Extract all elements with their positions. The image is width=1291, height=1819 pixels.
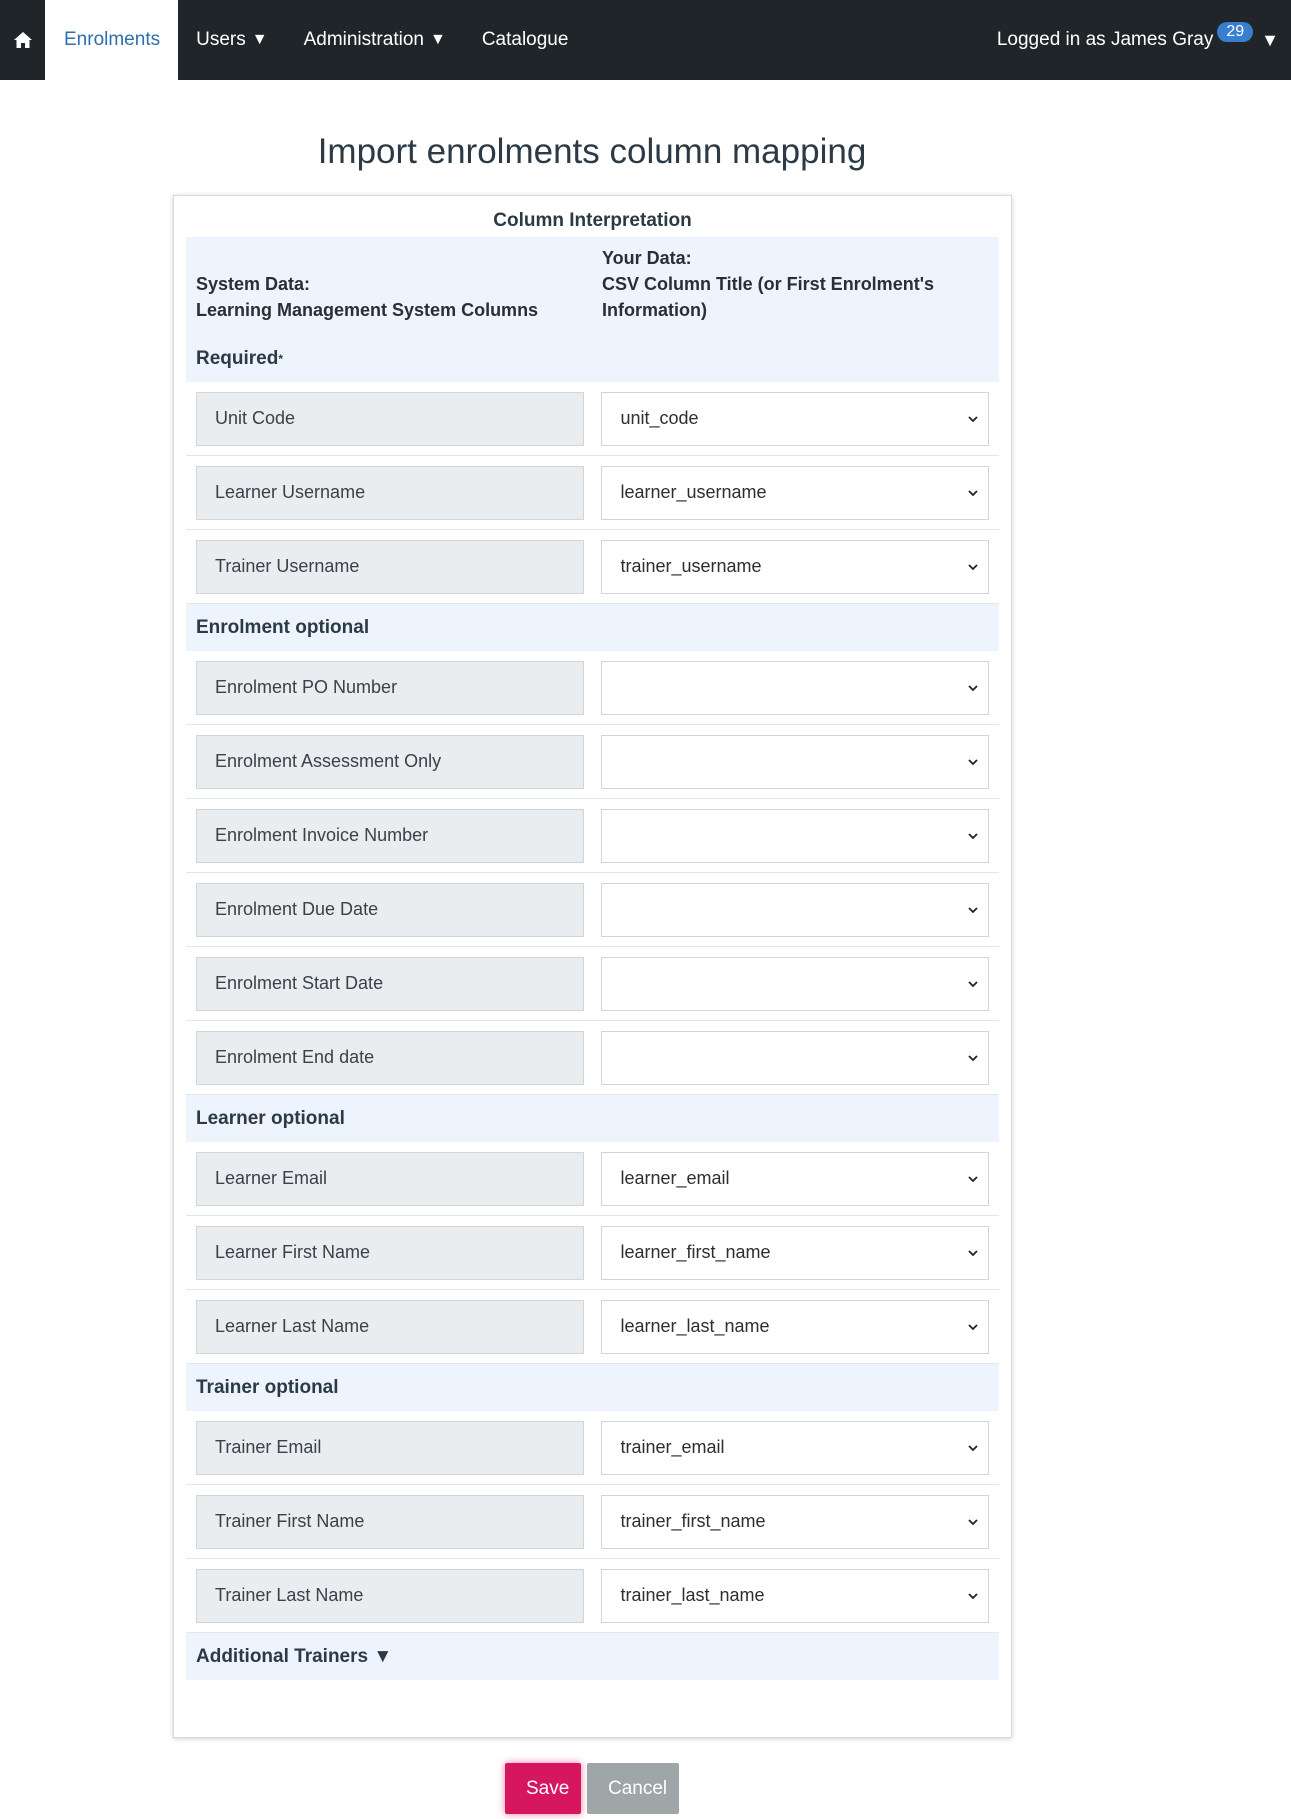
chevron-down-icon xyxy=(966,903,980,917)
system-column-field: Enrolment PO Number xyxy=(196,661,584,715)
chevron-down-icon xyxy=(966,486,980,500)
select-value: unit_code xyxy=(620,408,699,428)
csv-column-select[interactable] xyxy=(601,1300,989,1354)
select-value: learner_first_name xyxy=(620,1242,771,1262)
card-title: Column Interpretation xyxy=(493,210,692,231)
chevron-down-icon xyxy=(966,1172,980,1186)
home-icon xyxy=(13,31,33,49)
section-header xyxy=(186,335,999,382)
nav-item-catalogue[interactable] xyxy=(464,0,587,80)
system-column-field: Trainer Username xyxy=(196,540,584,594)
select-value: trainer_email xyxy=(620,1437,725,1457)
csv-column-select[interactable] xyxy=(601,735,989,789)
chevron-down-icon xyxy=(966,1051,980,1065)
column-mapping-card xyxy=(173,195,1012,1738)
select-value: trainer_last_name xyxy=(620,1585,765,1605)
table-header xyxy=(186,237,999,335)
chevron-down-icon xyxy=(966,977,980,991)
system-column-field: Enrolment Assessment Only xyxy=(196,735,584,789)
system-column-field: Learner Email xyxy=(196,1152,584,1206)
select-value: trainer_username xyxy=(620,556,762,576)
system-column-field: Trainer Email xyxy=(196,1421,584,1475)
nav-item-label: Enrolments xyxy=(64,29,161,50)
additional-trainers-label: Additional Trainers ▼ xyxy=(196,1645,393,1667)
chevron-down-icon xyxy=(966,1320,980,1334)
system-column-field: Learner First Name xyxy=(196,1226,584,1280)
notification-badge[interactable]: 29 xyxy=(1217,22,1253,42)
select-value: learner_email xyxy=(620,1168,730,1188)
cancel-button[interactable]: Cancel xyxy=(587,1763,679,1814)
chevron-down-icon xyxy=(966,681,980,695)
table-row xyxy=(186,873,999,947)
table-row xyxy=(186,1411,999,1485)
system-column-field: Enrolment End date xyxy=(196,1031,584,1085)
chevron-down-icon xyxy=(966,1246,980,1260)
system-column-field: Learner Username xyxy=(196,466,584,520)
chevron-down-icon: ▼ xyxy=(429,31,446,48)
csv-column-select[interactable] xyxy=(601,1569,989,1623)
nav-item-administration[interactable] xyxy=(286,0,464,80)
user-menu[interactable] xyxy=(997,0,1291,80)
csv-column-select[interactable] xyxy=(601,957,989,1011)
table-row xyxy=(186,1485,999,1559)
csv-column-select[interactable] xyxy=(601,540,989,594)
section-title: Learner optional xyxy=(196,1107,345,1129)
csv-column-select[interactable] xyxy=(601,883,989,937)
mapping-sections xyxy=(186,335,999,1633)
table-row xyxy=(186,456,999,530)
csv-column-select[interactable] xyxy=(601,466,989,520)
additional-trainers-toggle[interactable] xyxy=(186,1633,999,1680)
csv-column-select[interactable] xyxy=(601,1152,989,1206)
csv-column-select[interactable] xyxy=(601,1421,989,1475)
table-row xyxy=(186,947,999,1021)
section-title: Enrolment optional xyxy=(196,616,370,638)
table-row xyxy=(186,725,999,799)
required-marker: * xyxy=(278,351,284,366)
table-row xyxy=(186,382,999,456)
select-value: trainer_first_name xyxy=(620,1511,766,1531)
csv-column-select[interactable] xyxy=(601,809,989,863)
table-row xyxy=(186,1559,999,1633)
table-row xyxy=(186,1021,999,1095)
system-column-field: Trainer First Name xyxy=(196,1495,584,1549)
form-actions xyxy=(505,1763,679,1814)
nav-item-label: Administration xyxy=(303,29,424,50)
chevron-down-icon: ▼ xyxy=(1261,29,1279,50)
page-title: Import enrolments column mapping xyxy=(317,132,867,171)
home-link[interactable] xyxy=(0,0,45,80)
chevron-down-icon xyxy=(966,560,980,574)
section-title: Trainer optional xyxy=(196,1376,339,1398)
chevron-down-icon xyxy=(966,1515,980,1529)
chevron-down-icon xyxy=(966,1589,980,1603)
chevron-down-icon xyxy=(966,1441,980,1455)
select-value: learner_last_name xyxy=(620,1316,770,1336)
chevron-down-icon xyxy=(966,412,980,426)
section-header xyxy=(186,1364,999,1411)
table-row xyxy=(186,799,999,873)
nav-menu xyxy=(45,0,586,80)
table-row xyxy=(186,651,999,725)
section-header xyxy=(186,604,999,651)
nav-item-label: Users xyxy=(196,29,246,50)
csv-column-select[interactable] xyxy=(601,1031,989,1085)
mapping-table xyxy=(186,237,999,1680)
system-column-field: Enrolment Due Date xyxy=(196,883,584,937)
user-label: Logged in as James Gray xyxy=(996,29,1214,50)
table-row xyxy=(186,1290,999,1364)
system-column-field: Enrolment Start Date xyxy=(196,957,584,1011)
section-title: Required xyxy=(196,347,279,369)
nav-item-label: Catalogue xyxy=(481,29,569,50)
system-column-field: Unit Code xyxy=(196,392,584,446)
system-data-header: System Data: Learning Management System Columns xyxy=(196,274,539,320)
system-column-field: Enrolment Invoice Number xyxy=(196,809,584,863)
system-column-field: Trainer Last Name xyxy=(196,1569,584,1623)
nav-item-enrolments[interactable] xyxy=(45,0,178,80)
csv-column-select[interactable] xyxy=(601,1226,989,1280)
top-navbar xyxy=(0,0,1291,80)
your-data-header: Your Data: CSV Column Title (or First Enrolment's Information) xyxy=(602,248,934,320)
chevron-down-icon xyxy=(966,755,980,769)
chevron-down-icon: ▼ xyxy=(251,31,268,48)
nav-item-users[interactable] xyxy=(178,0,285,80)
system-column-field: Learner Last Name xyxy=(196,1300,584,1354)
select-value: learner_username xyxy=(620,482,767,502)
table-row xyxy=(186,530,999,604)
table-row xyxy=(186,1142,999,1216)
csv-column-select[interactable] xyxy=(601,1495,989,1549)
csv-column-select[interactable] xyxy=(601,661,989,715)
section-header xyxy=(186,1095,999,1142)
save-button[interactable]: Save xyxy=(505,1763,581,1814)
csv-column-select[interactable] xyxy=(601,392,989,446)
table-row xyxy=(186,1216,999,1290)
chevron-down-icon xyxy=(966,829,980,843)
